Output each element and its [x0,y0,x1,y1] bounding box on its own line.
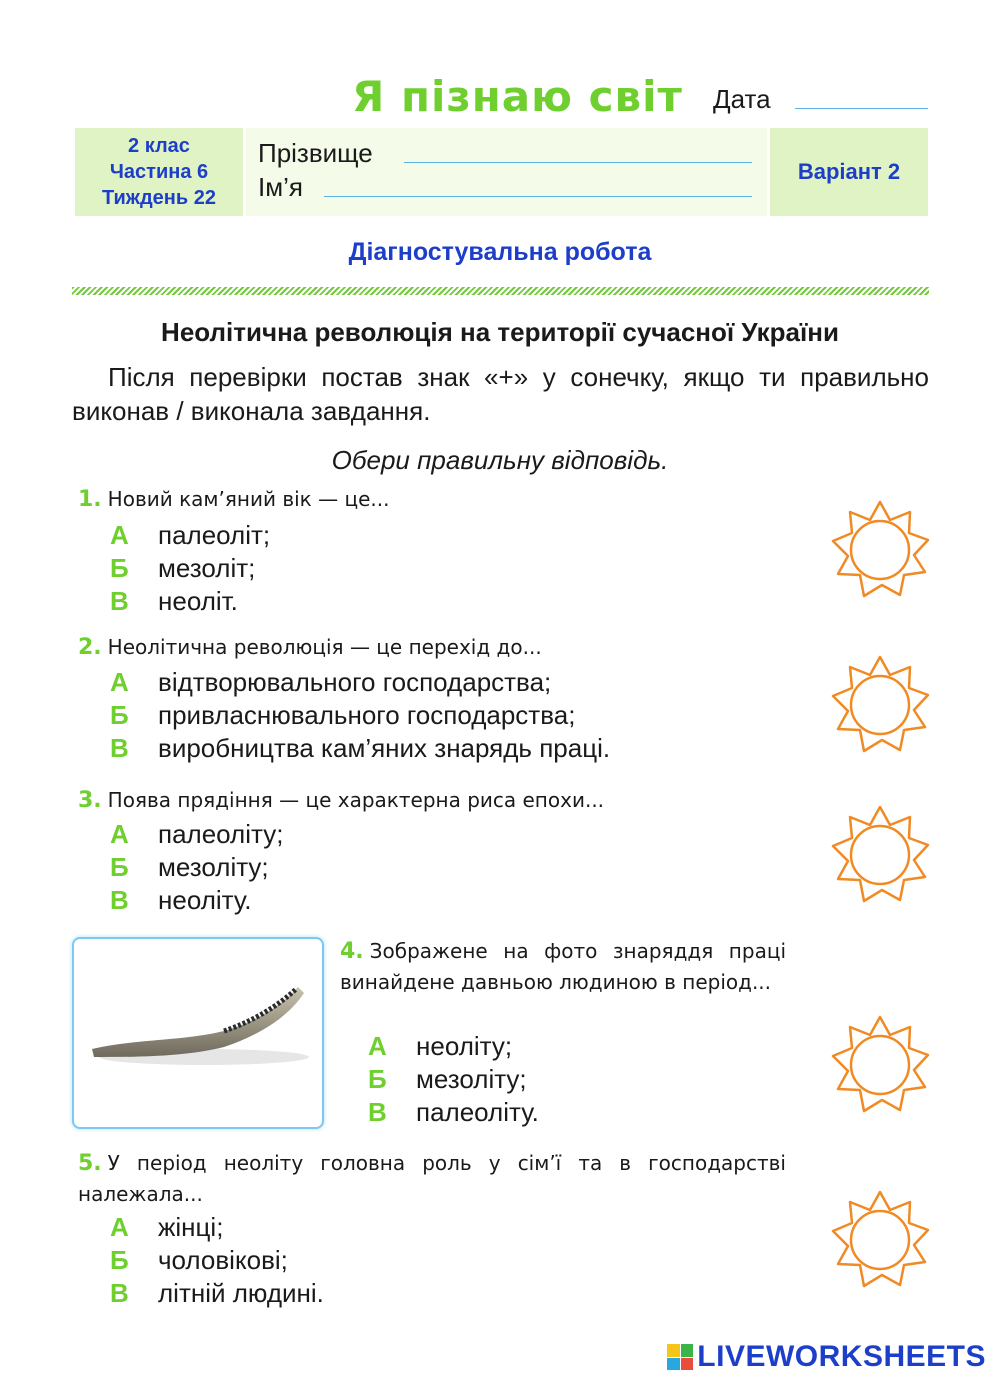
surname-label: Прізвище [258,138,373,168]
question-4 [340,936,786,997]
option-text: палеоліту; [158,819,284,849]
question-1-options [110,519,270,618]
week-label: Тиждень 22 [102,187,216,209]
option-b[interactable] [110,851,283,884]
question-5 [78,1148,786,1209]
date-label: Дата [713,84,771,114]
option-a[interactable] [110,818,283,851]
option-text: неоліту. [158,885,252,915]
option-letter: В [110,1278,129,1308]
option-b[interactable] [368,1063,539,1096]
option-text: палеоліт; [158,520,271,550]
tool-photo-frame [72,937,324,1129]
option-text: неоліту; [416,1031,513,1061]
question-1 [78,484,389,515]
option-letter: А [110,1212,129,1242]
option-c[interactable] [110,732,610,765]
option-text: мезоліт; [158,553,256,583]
variant-box [770,128,928,216]
question-text: У період неоліту головна роль у сім’ї та в господарстві належала... [78,1151,786,1206]
topic-heading: Неолітична революція на території сучасної України [161,317,839,347]
option-text: мезоліту; [416,1064,527,1094]
option-text: жінці; [158,1212,224,1242]
hatched-divider [72,287,929,295]
intro-text [72,360,929,428]
option-letter: Б [368,1064,387,1094]
intro-text-content: Після перевірки постав знак «+» у сонечку, якщо ти правильно виконав / виконала завдання. [72,362,929,426]
instruction-text: Обери правильну відповідь. [331,445,669,475]
question-3 [78,785,604,816]
option-c[interactable] [110,1277,324,1310]
option-text: чоловікові; [158,1245,288,1275]
name-label: Ім’я [258,172,303,202]
brand-text: LIVEWORKSHEETS [697,1340,986,1373]
option-text: палеоліту. [416,1097,539,1127]
option-a[interactable] [110,1211,324,1244]
option-letter: А [110,667,129,697]
option-letter: Б [110,700,129,730]
option-letter: В [368,1097,387,1127]
subtitle: Діагностувальна робота [348,238,652,266]
option-c[interactable] [368,1096,539,1129]
date-input-line[interactable] [795,108,928,109]
option-text: привласнювального господарства; [158,700,576,730]
option-letter: В [110,586,129,616]
logo-tile [681,1344,694,1357]
question-number: 5. [78,1151,102,1176]
option-letter: В [110,885,129,915]
question-number: 3. [78,788,102,813]
logo-tile [667,1344,680,1357]
liveworksheets-logo-icon [667,1344,693,1370]
option-letter: Б [110,852,129,882]
question-number: 4. [340,939,364,964]
question-text: Зображене на фото знаряддя праці винайдене давньою людиною в період... [340,939,786,994]
question-2-options [110,666,610,765]
sun-check-icon[interactable] [830,805,930,905]
question-number: 2. [78,635,102,660]
student-info-box [246,128,767,216]
option-b[interactable] [110,1244,324,1277]
option-text: літній людині. [158,1278,324,1308]
option-c[interactable] [110,585,270,618]
liveworksheets-brand[interactable] [667,1340,986,1374]
option-text: неоліт. [158,586,238,616]
name-input-line[interactable] [324,196,752,197]
option-a[interactable] [368,1030,539,1063]
variant-label: Варіант 2 [797,159,901,184]
bone-sickle-image [74,939,322,1127]
sun-check-icon[interactable] [830,1190,930,1290]
option-text: виробництва кам’яних знарядь праці. [158,733,611,763]
question-2 [78,632,542,663]
question-4-options [368,1030,539,1129]
question-5-options [110,1211,324,1310]
question-text: Неолітична революція — це перехід до... [107,635,542,659]
option-text: мезоліту; [158,852,269,882]
logo-tile [667,1358,680,1371]
option-a[interactable] [110,666,610,699]
option-letter: Б [110,1245,129,1275]
option-a[interactable] [110,519,270,552]
question-3-options [110,818,283,917]
option-b[interactable] [110,699,610,732]
worksheet-title: Я пізнаю світ [352,72,683,121]
class-info-box [75,128,243,216]
option-letter: А [110,520,129,550]
option-letter: А [110,819,129,849]
option-letter: Б [110,553,129,583]
question-text: Новий кам’яний вік — це... [107,487,390,511]
option-letter: В [110,733,129,763]
surname-input-line[interactable] [404,162,752,163]
option-letter: А [368,1031,387,1061]
question-text: Поява прядіння — це характерна риса епохи... [107,788,605,812]
logo-tile [681,1358,694,1371]
option-c[interactable] [110,884,283,917]
sun-check-icon[interactable] [830,1015,930,1115]
option-b[interactable] [110,552,270,585]
sun-check-icon[interactable] [830,500,930,600]
option-text: відтворювального господарства; [158,667,552,697]
sun-check-icon[interactable] [830,655,930,755]
question-number: 1. [78,487,102,512]
grade-label: 2 клас [128,135,190,157]
part-label: Частина 6 [109,161,209,183]
